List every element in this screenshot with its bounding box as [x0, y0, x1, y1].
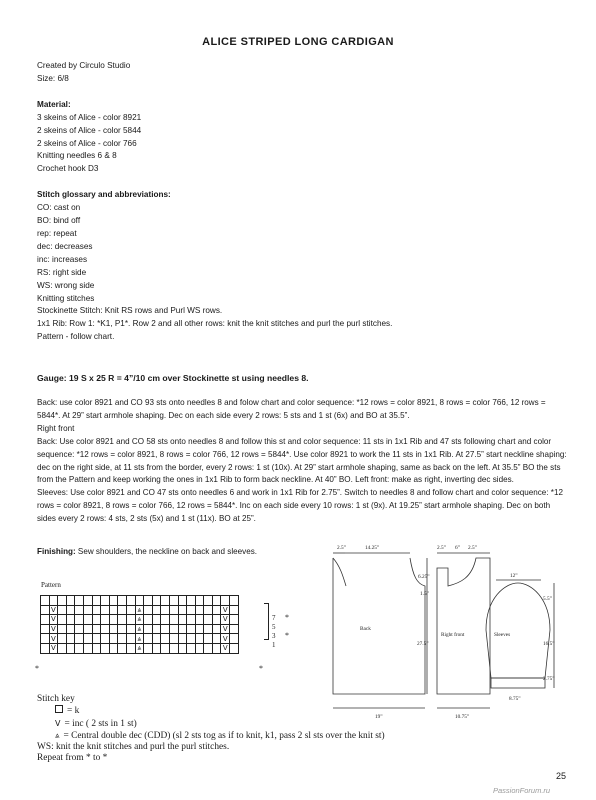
- finishing-text: Sew shoulders, the neckline on back and sleeves.: [75, 547, 257, 556]
- chart-cell: [83, 643, 92, 653]
- glossary-item: dec: decreases: [37, 241, 93, 251]
- chart-cell: [118, 634, 127, 644]
- chart-cell: [41, 643, 50, 653]
- chart-cell: [144, 634, 153, 644]
- dim-label: 2.75”: [543, 676, 555, 682]
- chart-cell: [49, 596, 58, 606]
- chart-cell: V: [50, 615, 56, 624]
- back-name: Back: [360, 626, 371, 632]
- chart-cell: [75, 643, 84, 653]
- chart-cell: V: [222, 605, 228, 614]
- intro-block: [37, 60, 565, 344]
- material-heading: Material:: [37, 99, 71, 109]
- chart-cell: [58, 605, 67, 615]
- material-item: 2 skeins of Alice - color 766: [37, 138, 137, 148]
- material-item: 3 skeins of Alice - color 8921: [37, 112, 142, 122]
- key-cdd-text: = Central double dec (CDD) (sl 2 sts tog as if to knit, k1, pass 2 sl sts over the knit st): [63, 730, 385, 741]
- chart-cell: [92, 596, 101, 606]
- dim-label: 14.25”: [365, 545, 380, 551]
- size-line: Size: 6/8: [37, 73, 69, 83]
- key-inc-text: = inc ( 2 sts in 1 st): [64, 718, 137, 729]
- dim-label: 8.75”: [509, 696, 521, 702]
- dim-label: 6.25”: [418, 574, 430, 580]
- chart-cell: [126, 634, 135, 644]
- chart-cell: [152, 596, 161, 606]
- chart-cell: [144, 643, 153, 653]
- chart-cell: [41, 624, 50, 634]
- repeat-star: *: [259, 664, 263, 673]
- chart-cell: [204, 596, 213, 606]
- chart-cell: [204, 643, 213, 653]
- chart-cell: [169, 643, 178, 653]
- chart-cell: [118, 605, 127, 615]
- dim-label: 2.5”: [468, 545, 477, 551]
- chart-cell: [92, 605, 101, 615]
- chart-cell: [169, 634, 178, 644]
- chart-cell: [109, 615, 118, 625]
- chart-cell: V: [222, 634, 228, 643]
- glossary-item: CO: cast on: [37, 203, 81, 213]
- back-armhole: [333, 558, 346, 586]
- chart-cell: [66, 615, 75, 625]
- key-knit-text: = k: [67, 706, 80, 717]
- chart-cell: [212, 634, 221, 644]
- chart-cell: [144, 605, 153, 615]
- chart-cell: [118, 596, 127, 606]
- chart-cell: [75, 596, 84, 606]
- chart-cell: [41, 596, 50, 606]
- chart-cell: [92, 643, 101, 653]
- material-item: 2 skeins of Alice - color 5844: [37, 125, 142, 135]
- chart-cell: [135, 596, 144, 606]
- chart-cell: [230, 624, 239, 634]
- chart-cell: [212, 596, 221, 606]
- chart-cell: [212, 624, 221, 634]
- chart-cell: [126, 605, 135, 615]
- chart-cell: [195, 624, 204, 634]
- chart-cell: [101, 605, 110, 615]
- chart-cell: [58, 624, 67, 634]
- chart-cell: [169, 596, 178, 606]
- chart-cell: [187, 634, 196, 644]
- instruction-paragraph: Sleeves: Use color 8921 and CO 47 sts onto needles 6 and work in 1x1 Rib for 2.75”. Switch to needles 8 and follow chart and color sequence: *12 rows = color 8921, 8 rows = color 766, 12 rows = 5844*. Inc on each side every 10 rows: 1 st (9x). At 19.25” start armhole shaping. Dec on both sides every 2 rows: 4 sts, 2 sts (5x) and 1 st (11x). BO at 25”.: [37, 488, 563, 524]
- repeat-star: *: [35, 664, 39, 673]
- chart-cell: [178, 596, 187, 606]
- chart-cell: V: [50, 625, 56, 634]
- chart-cell: [101, 624, 110, 634]
- chart-cell: [152, 615, 161, 625]
- chart-cell: ⩓: [135, 624, 144, 634]
- glossary-item: BO: bind off: [37, 216, 81, 226]
- chart-cell: [66, 643, 75, 653]
- chart-cell: [161, 643, 170, 653]
- chart-cell: [144, 615, 153, 625]
- dim-label: 16.5”: [543, 641, 555, 647]
- chart-cell: [187, 624, 196, 634]
- chart-cell: [126, 643, 135, 653]
- chart-cell: V: [222, 625, 228, 634]
- instruction-paragraph: Back: Use color 8921 and CO 58 sts onto needles 8 and follow this st and color sequence: 11 sts in 1x1 Rib and 47 sts following chart and color sequence: *12 rows = color 8921, 8 rows = color 766, 12 rows = 5844*. Use color 8921 to work the 11 sts in 1x1 Rib. At 27.5” start neckline shaping: dec on the right side, at 11 sts from the border, every 2 rows: 1 st (10x). At 29” start armhole shaping, same as back on the left. At 35.5” BO the sts from the Pattern and keep working the ones in 1x1 Rib to form back neckline. At 40” BO. Left front: make as right, inverting dec sides.: [37, 436, 567, 485]
- material-item: Crochet hook D3: [37, 164, 99, 174]
- chart-cell: V: [50, 644, 56, 653]
- chart-cell: [152, 634, 161, 644]
- chart-cell: [41, 615, 50, 625]
- chart-cell: [66, 605, 75, 615]
- chart-cell: [58, 643, 67, 653]
- chart-row: [41, 643, 239, 653]
- finishing-line: [37, 547, 257, 556]
- row-number: 5: [272, 623, 276, 631]
- chart-cell: [204, 634, 213, 644]
- key-inc: [37, 718, 385, 730]
- chart-cell: [212, 605, 221, 615]
- watermark: PassionForum.ru: [493, 786, 551, 795]
- chart-cell: [169, 605, 178, 615]
- chart-cell: [109, 643, 118, 653]
- chart-cell: [212, 615, 221, 625]
- knit-box-icon: [55, 705, 63, 713]
- repeat-star: *: [285, 613, 289, 622]
- chart-cell: V: [50, 634, 56, 643]
- dim-label: 2.5”: [437, 545, 446, 551]
- chart-cell: [187, 615, 196, 625]
- chart-cell: [178, 634, 187, 644]
- chart-cell: V: [50, 605, 56, 614]
- chart-cell: [126, 624, 135, 634]
- chart-cell: [187, 643, 196, 653]
- chart-cell: [161, 634, 170, 644]
- key-repeat: Repeat from * to *: [37, 753, 108, 764]
- chart-cell: [83, 605, 92, 615]
- chart-cell: [204, 615, 213, 625]
- chart-cell: [66, 624, 75, 634]
- chart-cell: [204, 605, 213, 615]
- chart-cell: [204, 624, 213, 634]
- finishing-label: Finishing:: [37, 547, 76, 556]
- glossary-item: Knitting stitches: [37, 293, 95, 303]
- chart-cell: [169, 624, 178, 634]
- chart-cell: [41, 634, 50, 644]
- chart-cell: [230, 605, 239, 615]
- chart-cell: [161, 605, 170, 615]
- chart-cell: [66, 596, 75, 606]
- row-number: 7: [272, 614, 276, 622]
- sleeve-cuff: [491, 678, 545, 688]
- chart-row: [41, 624, 239, 634]
- dim-label: 12”: [510, 573, 518, 579]
- chart-cell: [230, 634, 239, 644]
- chart-cell: [109, 634, 118, 644]
- chart-cell: ⩓: [135, 615, 144, 625]
- back-outline: [333, 558, 425, 694]
- sleeve-outline: [486, 583, 550, 678]
- gauge-line: Gauge: 19 S x 25 R = 4”/10 cm over Stockinette st using needles 8.: [37, 373, 309, 383]
- dim-label: 27.5”: [417, 641, 429, 647]
- key-ws: WS: knit the knit stitches and purl the purl stitches.: [37, 742, 230, 753]
- chart-cell: [152, 624, 161, 634]
- chart-cell: [58, 615, 67, 625]
- chart-cell: [58, 596, 67, 606]
- chart-cell: [161, 624, 170, 634]
- chart-cell: [187, 605, 196, 615]
- chart-cell: [109, 596, 118, 606]
- chart-cell: [144, 596, 153, 606]
- chart-cell: ⩓: [135, 634, 144, 644]
- chart-cell: [178, 615, 187, 625]
- pattern-chart: [40, 595, 239, 654]
- chart-cell: ⩓: [135, 605, 144, 615]
- glossary-item: Stockinette Stitch: Knit RS rows and Purl WS rows.: [37, 306, 223, 316]
- chart-cell: [187, 596, 196, 606]
- chart-row: [41, 596, 239, 606]
- chart-cell: [144, 624, 153, 634]
- chart-cell: [152, 605, 161, 615]
- chart-cell: [230, 615, 239, 625]
- chart-cell: [109, 624, 118, 634]
- cdd-arrow-icon: ⩓: [55, 730, 60, 740]
- chart-cell: [83, 596, 92, 606]
- chart-cell: [101, 615, 110, 625]
- repeat-bracket: [264, 603, 269, 640]
- inc-v-icon: V: [55, 718, 61, 728]
- instruction-paragraph: Back: use color 8921 and CO 93 sts onto needles 8 and folow chart and color sequence: *12 rows = color 8921, 8 rows = color 766, 12 rows = 5844*. At 29” start armhole shaping. Dec on each side every 2 rows: 5 sts and 1 st (6x) and BO at 35.5”.: [37, 398, 546, 420]
- chart-cell: [152, 643, 161, 653]
- chart-cell: [58, 634, 67, 644]
- chart-cell: [161, 615, 170, 625]
- glossary-item: rep: repeat: [37, 228, 77, 238]
- chart-cell: [75, 615, 84, 625]
- page-number: 25: [556, 771, 567, 781]
- page-title: ALICE STRIPED LONG CARDIGAN: [202, 36, 394, 48]
- glossary-item: 1x1 Rib: Row 1: *K1, P1*. Row 2 and all other rows: knit the knit stitches and purl the purl stitches.: [37, 319, 393, 329]
- chart-cell: [221, 596, 230, 606]
- material-item: Knitting needles 6 & 8: [37, 151, 117, 161]
- dim-label: 5.5”: [543, 596, 552, 602]
- repeat-star: *: [285, 631, 289, 640]
- chart-cell: [101, 634, 110, 644]
- glossary-item: WS: wrong side: [37, 280, 95, 290]
- dim-label: 1.5”: [420, 591, 429, 597]
- glossary-item: inc: increases: [37, 254, 88, 264]
- chart-cell: [92, 634, 101, 644]
- chart-cell: [178, 605, 187, 615]
- chart-cell: [230, 643, 239, 653]
- chart-cell: [41, 605, 50, 615]
- chart-cell: [92, 624, 101, 634]
- chart-cell: [118, 624, 127, 634]
- dim-label: 2.5”: [337, 545, 346, 551]
- stitch-key-heading: Stitch key: [37, 694, 75, 704]
- chart-cell: [230, 596, 239, 606]
- chart-cell: [75, 624, 84, 634]
- chart-cell: [118, 643, 127, 653]
- chart-row: [41, 634, 239, 644]
- glossary-item: RS: right side: [37, 267, 87, 277]
- chart-cell: [66, 634, 75, 644]
- chart-cell: [75, 605, 84, 615]
- chart-cell: [101, 596, 110, 606]
- key-knit: [37, 705, 385, 717]
- chart-cell: [178, 624, 187, 634]
- chart-row: [41, 605, 239, 615]
- chart-cell: [195, 634, 204, 644]
- dim-label: 10.75”: [455, 714, 470, 720]
- chart-cell: [126, 615, 135, 625]
- chart-cell: [161, 596, 170, 606]
- chart-cell: [126, 596, 135, 606]
- glossary-heading: Stitch glossary and abbreviations:: [37, 190, 171, 200]
- chart-cell: [83, 615, 92, 625]
- chart-cell: [169, 615, 178, 625]
- row-number: 3: [272, 632, 276, 640]
- chart-cell: [195, 596, 204, 606]
- chart-cell: V: [222, 615, 228, 624]
- key-cdd: [37, 730, 385, 742]
- chart-cell: [195, 615, 204, 625]
- row-number: 1: [272, 641, 276, 649]
- front-outline: [437, 558, 490, 694]
- chart-cell: ⩓: [135, 643, 144, 653]
- chart-cell: [92, 615, 101, 625]
- instruction-paragraph: Right front: [37, 423, 75, 433]
- chart-cell: [195, 605, 204, 615]
- dim-label: 19”: [375, 714, 383, 720]
- sleeve-name: Sleeves: [494, 632, 511, 638]
- chart-cell: [178, 643, 187, 653]
- chart-cell: [109, 605, 118, 615]
- chart-cell: [212, 643, 221, 653]
- instructions: [37, 397, 569, 526]
- stitch-key: [37, 694, 385, 765]
- chart-cell: [75, 634, 84, 644]
- dim-label: 6”: [455, 545, 460, 551]
- front-name: Right front: [441, 632, 465, 638]
- credit-line: Created by Circulo Studio: [37, 61, 131, 70]
- chart-cell: [83, 624, 92, 634]
- chart-cell: [195, 643, 204, 653]
- chart-row: [41, 615, 239, 625]
- glossary-item: Pattern - follow chart.: [37, 332, 115, 342]
- chart-cell: [83, 634, 92, 644]
- chart-cell: [101, 643, 110, 653]
- chart-cell: [118, 615, 127, 625]
- chart-cell: V: [222, 644, 228, 653]
- pattern-label: Pattern: [41, 581, 61, 589]
